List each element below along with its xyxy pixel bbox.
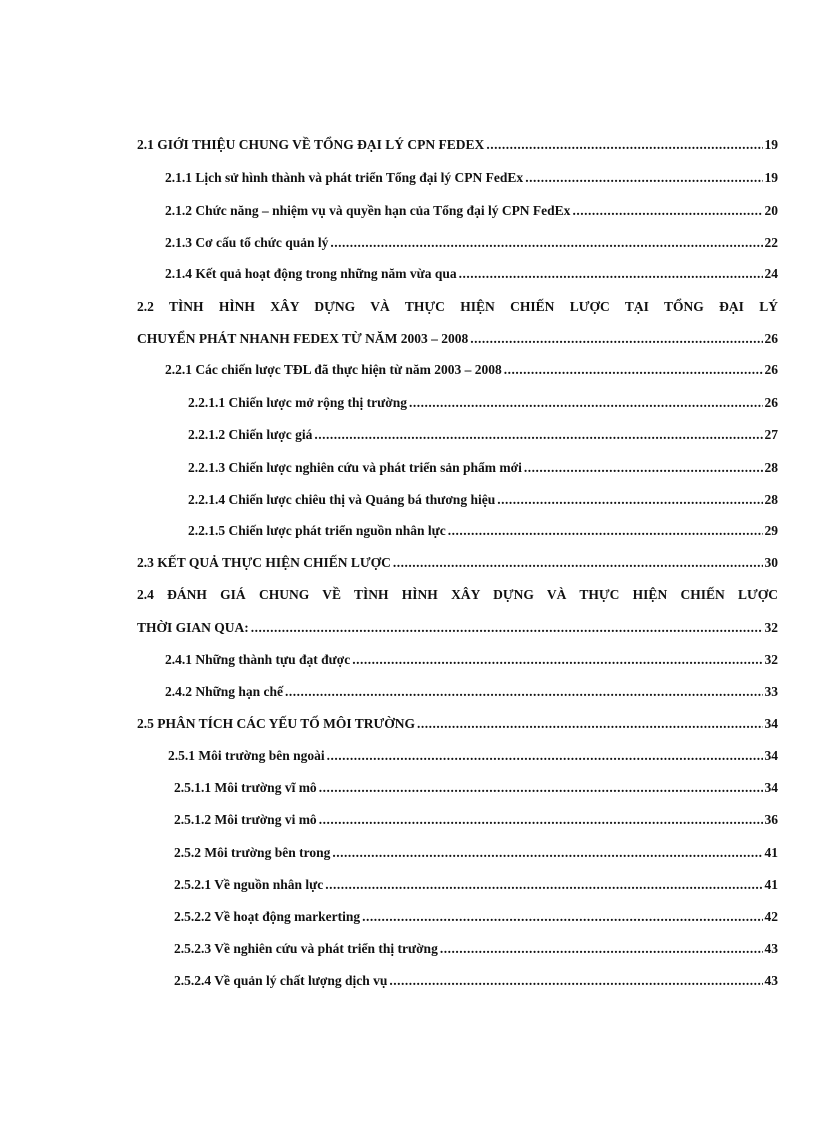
toc-leader-dots [440, 939, 763, 959]
toc-entry-page: 34 [764, 748, 778, 763]
toc-entry-page: 19 [764, 137, 778, 152]
toc-entry-title: 2.5.1.1 Môi trường vĩ mô [174, 780, 317, 795]
toc-entry-title: 2.5.1 Môi trường bên ngoài [168, 748, 325, 763]
toc-leader-dots [524, 458, 763, 478]
toc-entry-page: 43 [764, 941, 778, 956]
toc-entry[interactable] [0, 458, 778, 478]
toc-leader-dots [486, 135, 762, 155]
toc-entry-line1[interactable]: 2.2 TÌNH HÌNH XÂY DỰNG VÀ THỰC HIỆN CHIẾN LƯỢC TẠI TỔNG ĐẠI LÝ [137, 299, 778, 314]
toc-entry[interactable] [0, 425, 778, 445]
toc-entry-page: 41 [764, 845, 778, 860]
toc-entry[interactable] [0, 810, 778, 830]
toc-entry-page: 34 [764, 716, 778, 731]
toc-entry[interactable] [0, 971, 778, 991]
toc-entry-title: 2.3 KẾT QUẢ THỰC HIỆN CHIẾN LƯỢC [137, 555, 391, 570]
toc-entry-page: 29 [764, 523, 778, 538]
toc-entry-title: 2.5.1.2 Môi trường vi mô [174, 812, 317, 827]
toc-entry[interactable] [0, 682, 778, 702]
toc-entry[interactable] [0, 393, 778, 413]
toc-entry[interactable] [0, 618, 778, 638]
toc-entry-title: 2.2.1 Các chiến lược TĐL đã thực hiện từ năm 2003 – 2008 [165, 362, 502, 377]
toc-leader-dots [497, 490, 762, 510]
toc-entry[interactable] [0, 360, 778, 380]
toc-entry-page: 32 [764, 620, 778, 635]
toc-leader-dots [572, 201, 762, 221]
toc-leader-dots [285, 682, 763, 702]
toc-entry[interactable] [0, 939, 778, 959]
toc-entry-page: 26 [764, 331, 778, 346]
toc-entry-title: 2.1.2 Chức năng – nhiệm vụ và quyền hạn của Tổng đại lý CPN FedEx [165, 203, 571, 218]
toc-leader-dots [327, 746, 763, 766]
toc-leader-dots [330, 233, 762, 253]
toc-entry[interactable] [0, 843, 778, 863]
toc-leader-dots [504, 360, 763, 380]
toc-leader-dots [409, 393, 763, 413]
toc-entry-title: 2.5.2.4 Về quản lý chất lượng dịch vụ [174, 973, 388, 988]
toc-leader-dots [470, 329, 762, 349]
toc-leader-dots [393, 553, 763, 573]
toc-entry-title: 2.5.2.2 Về hoạt động markerting [174, 909, 361, 924]
toc-entry-title: 2.5.2.1 Về nguồn nhân lực [174, 877, 324, 892]
toc-entry[interactable] [0, 233, 778, 253]
toc-entry-page: 41 [764, 877, 778, 892]
toc-leader-dots [525, 168, 762, 188]
toc-entry-title: 2.1.1 Lịch sử hình thành và phát triển Tổng đại lý CPN FedEx [165, 170, 524, 185]
toc-entry[interactable] [0, 264, 778, 284]
toc-entry-page: 42 [764, 909, 778, 924]
toc-leader-dots [362, 907, 762, 927]
toc-entry-page: 27 [764, 427, 778, 442]
toc-entry[interactable] [0, 746, 778, 766]
toc-entry-page: 28 [764, 492, 778, 507]
toc-leader-dots [417, 714, 762, 734]
toc-entry[interactable] [0, 135, 778, 155]
toc-entry-page: 22 [764, 235, 778, 250]
toc-entry-title: 2.5.2.3 Về nghiên cứu và phát triển thị trường [174, 941, 438, 956]
toc-entry-page: 33 [764, 684, 778, 699]
toc-entry-title: 2.2.1.5 Chiến lược phát triển nguồn nhân lực [188, 523, 446, 538]
toc-leader-dots [448, 521, 763, 541]
toc-entry-title: 2.2.1.4 Chiến lược chiêu thị và Quảng bá thương hiệu [188, 492, 496, 507]
toc-leader-dots [389, 971, 762, 991]
toc-entry-title: 2.1 GIỚI THIỆU CHUNG VỀ TỔNG ĐẠI LÝ CPN FEDEX [137, 137, 485, 152]
toc-leader-dots [319, 810, 763, 830]
toc-leader-dots [314, 425, 762, 445]
toc-leader-dots [251, 618, 763, 638]
toc-entry[interactable] [0, 714, 778, 734]
toc-entry-page: 26 [764, 395, 778, 410]
toc-entry[interactable] [0, 875, 778, 895]
toc-entry-title: 2.5 PHÂN TÍCH CÁC YẾU TỐ MÔI TRƯỜNG [137, 716, 416, 731]
toc-entry[interactable] [0, 168, 778, 188]
toc-entry-title: THỜI GIAN QUA: [137, 620, 249, 635]
toc-entry[interactable] [0, 329, 778, 349]
toc-entry[interactable] [0, 778, 778, 798]
toc-entry[interactable] [0, 201, 778, 221]
toc-entry[interactable] [0, 553, 778, 573]
toc-entry-title: 2.2.1.2 Chiến lược giá [188, 427, 313, 442]
toc-entry-title: CHUYỂN PHÁT NHANH FEDEX TỪ NĂM 2003 – 2008 [137, 331, 469, 346]
toc-leader-dots [325, 875, 762, 895]
toc-entry-line1[interactable]: 2.4 ĐÁNH GIÁ CHUNG VỀ TÌNH HÌNH XÂY DỰNG VÀ THỰC HIỆN CHIẾN LƯỢC [137, 587, 778, 602]
toc-entry-page: 34 [764, 780, 778, 795]
toc-entry-title: 2.4.2 Những hạn chế [165, 684, 283, 699]
toc-leader-dots [459, 264, 763, 284]
toc-entry[interactable] [0, 907, 778, 927]
toc-entry-title: 2.1.4 Kết quả hoạt động trong những năm vừa qua [165, 266, 457, 281]
toc-leader-dots [352, 650, 762, 670]
toc-entry-title: 2.4.1 Những thành tựu đạt được [165, 652, 351, 667]
toc-entry-title: 2.1.3 Cơ cấu tổ chức quản lý [165, 235, 329, 250]
toc-entry-title: 2.2.1.3 Chiến lược nghiên cứu và phát triển sản phẩm mới [188, 460, 522, 475]
toc-entry-page: 30 [764, 555, 778, 570]
toc-entry[interactable] [0, 650, 778, 670]
toc-entry-title: 2.2.1.1 Chiến lược mở rộng thị trường [188, 395, 407, 410]
toc-entry-page: 19 [764, 170, 778, 185]
toc-entry-page: 20 [764, 203, 778, 218]
toc-entry-page: 24 [764, 266, 778, 281]
toc-leader-dots [319, 778, 763, 798]
toc-entry-title: 2.5.2 Môi trường bên trong [174, 845, 331, 860]
toc-entry[interactable] [0, 521, 778, 541]
toc-entry-page: 28 [764, 460, 778, 475]
toc-entry-page: 26 [764, 362, 778, 377]
toc-entry-page: 36 [764, 812, 778, 827]
toc-entry-page: 43 [764, 973, 778, 988]
toc-entry[interactable] [0, 490, 778, 510]
toc-entry-page: 32 [764, 652, 778, 667]
toc-leader-dots [332, 843, 762, 863]
